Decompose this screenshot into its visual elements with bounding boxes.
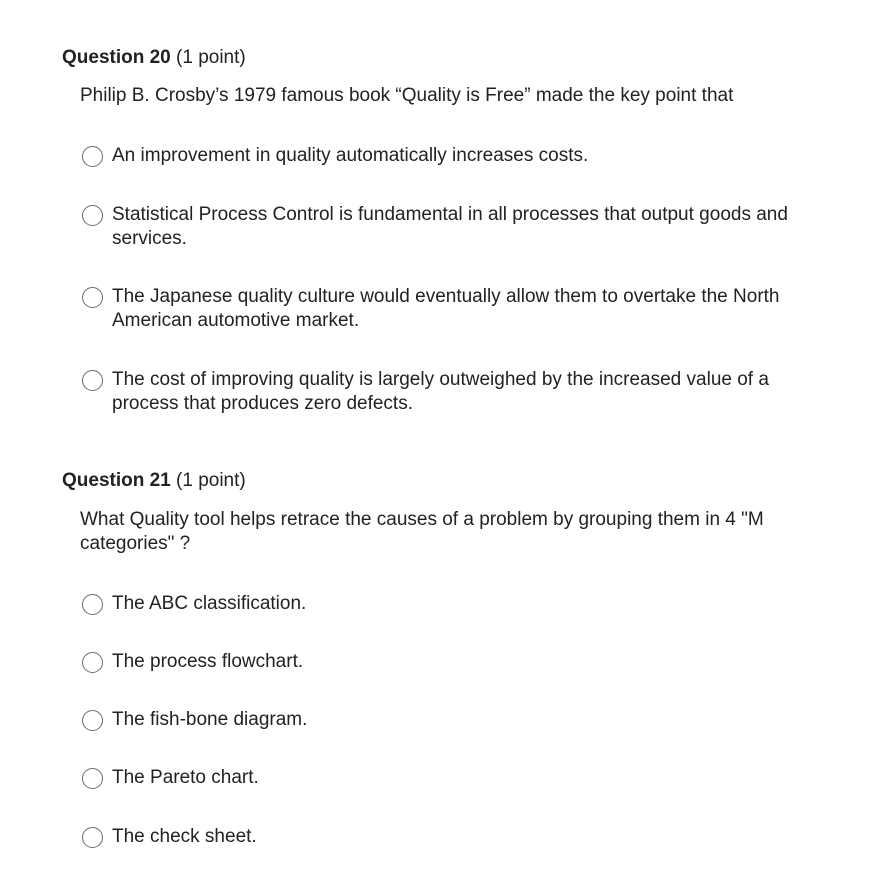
option-label: The process flowchart. bbox=[112, 651, 304, 672]
option-label: The fish-bone diagram. bbox=[112, 709, 308, 730]
q21-option-1[interactable] bbox=[82, 592, 802, 616]
question-number: Question 21 bbox=[62, 470, 171, 491]
q21-option-2[interactable] bbox=[82, 650, 802, 674]
q20-option-4[interactable] bbox=[82, 368, 802, 416]
question-points: (1 point) bbox=[176, 470, 246, 491]
question-20-header bbox=[62, 46, 246, 70]
radio-button[interactable] bbox=[82, 287, 103, 308]
radio-button[interactable] bbox=[82, 205, 103, 226]
q21-option-4[interactable] bbox=[82, 766, 802, 790]
radio-button[interactable] bbox=[82, 827, 103, 848]
radio-button[interactable] bbox=[82, 370, 103, 391]
option-label: The Japanese quality culture would eventually allow them to overtake the North American automotive market. bbox=[112, 286, 780, 331]
option-label: The check sheet. bbox=[112, 826, 257, 847]
q21-option-3[interactable] bbox=[82, 708, 802, 732]
radio-button[interactable] bbox=[82, 594, 103, 615]
question-points: (1 point) bbox=[176, 47, 246, 68]
question-20-prompt: Philip B. Crosby’s 1979 famous book “Quality is Free” made the key point that bbox=[80, 85, 734, 106]
radio-button[interactable] bbox=[82, 652, 103, 673]
q20-option-1[interactable] bbox=[82, 144, 802, 168]
radio-button[interactable] bbox=[82, 768, 103, 789]
option-label: Statistical Process Control is fundamental in all processes that output goods and services. bbox=[112, 204, 788, 249]
q20-option-3[interactable] bbox=[82, 285, 802, 333]
option-label: The ABC classification. bbox=[112, 593, 307, 614]
option-label: An improvement in quality automatically increases costs. bbox=[112, 145, 589, 166]
option-label: The cost of improving quality is largely outweighed by the increased value of a process that produces zero defects. bbox=[112, 369, 769, 414]
radio-button[interactable] bbox=[82, 710, 103, 731]
radio-button[interactable] bbox=[82, 146, 103, 167]
q20-option-2[interactable] bbox=[82, 203, 802, 251]
option-label: The Pareto chart. bbox=[112, 767, 259, 788]
question-21-prompt: What Quality tool helps retrace the causes of a problem by grouping them in 4 "M categories" ? bbox=[80, 509, 764, 554]
question-21-header bbox=[62, 469, 246, 493]
q21-option-5[interactable] bbox=[82, 825, 802, 849]
question-number: Question 20 bbox=[62, 47, 171, 68]
